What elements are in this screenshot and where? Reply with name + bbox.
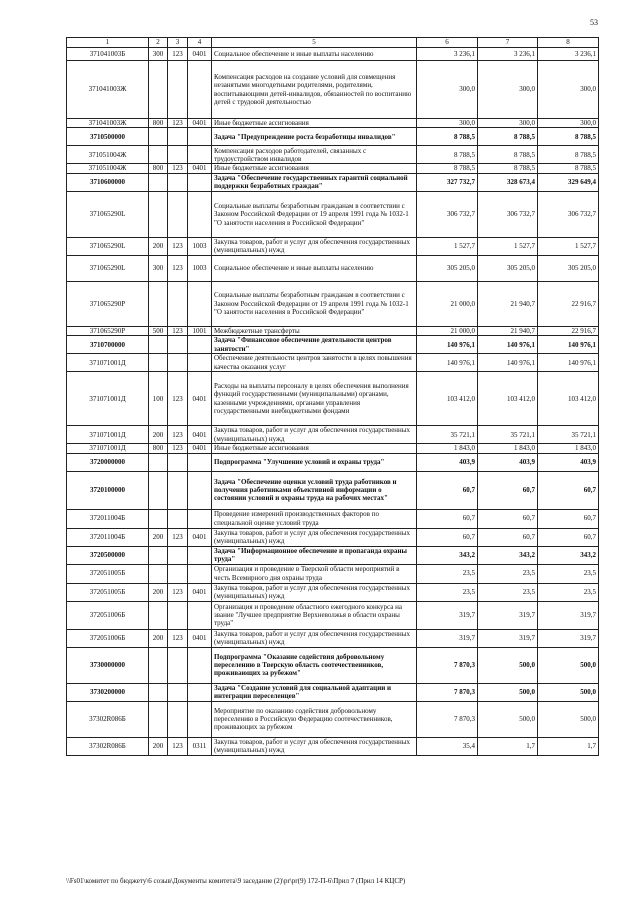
table-row [67, 701, 599, 737]
amount-year3-cell: 23,5 [538, 564, 599, 583]
kvr-cell: 500 [149, 326, 168, 335]
rzpr-cell: 0401 [188, 164, 212, 173]
amount-year2-cell: 8 788,5 [478, 146, 538, 164]
rzpr-cell [188, 146, 212, 164]
table-row [67, 354, 599, 372]
amount-year1-cell: 7 870,3 [417, 701, 478, 737]
code-cell: 371041003Б [67, 48, 149, 61]
table-row [67, 471, 599, 509]
table-body [67, 38, 599, 756]
col-header: 7 [478, 38, 538, 48]
kvr-cell: 100 [149, 372, 168, 426]
amount-year1-cell: 8 788,5 [417, 164, 478, 173]
ved-cell: 123 [168, 119, 188, 128]
description-cell: Закупка товаров, работ и услуг для обеспечения государственных (муниципальных) нужд [212, 237, 417, 255]
kvr-cell [149, 336, 168, 354]
ved-cell [168, 647, 188, 683]
code-cell: 372051005Б [67, 564, 149, 583]
kvr-cell: 200 [149, 583, 168, 601]
amount-year3-cell: 403,9 [538, 453, 599, 471]
amount-year1-cell: 7 870,3 [417, 647, 478, 683]
table-row [67, 326, 599, 335]
amount-year2-cell: 319,7 [478, 629, 538, 647]
description-cell: Иные бюджетные ассигнования [212, 164, 417, 173]
ved-cell [168, 564, 188, 583]
amount-year1-cell: 35,4 [417, 737, 478, 755]
amount-year2-cell: 1,7 [478, 737, 538, 755]
kvr-cell [149, 647, 168, 683]
code-cell: 3730000000 [67, 647, 149, 683]
code-cell: 3710700000 [67, 336, 149, 354]
code-cell: 371051004Ж [67, 146, 149, 164]
ved-cell: 123 [168, 164, 188, 173]
code-cell: 371051004Ж [67, 164, 149, 173]
table-row [67, 453, 599, 471]
amount-year1-cell: 403,9 [417, 453, 478, 471]
kvr-cell: 200 [149, 426, 168, 444]
rzpr-cell: 0401 [188, 119, 212, 128]
rzpr-cell [188, 453, 212, 471]
description-cell: Задача "Финансовое обеспечение деятельности центров занятости" [212, 336, 417, 354]
kvr-cell [149, 564, 168, 583]
ved-cell [168, 191, 188, 237]
amount-year3-cell: 140 976,1 [538, 336, 599, 354]
ved-cell [168, 281, 188, 326]
table-row [67, 583, 599, 601]
description-cell: Социальные выплаты безработным гражданам в соответствии с Законом Российской Федерации от 19 апреля 1991 года № 1032-1 "О занятости населения в Российской Федерации" [212, 281, 417, 326]
amount-year2-cell: 3 236,1 [478, 48, 538, 61]
kvr-cell [149, 281, 168, 326]
rzpr-cell: 0401 [188, 528, 212, 546]
ved-cell: 123 [168, 372, 188, 426]
amount-year3-cell: 500,0 [538, 701, 599, 737]
amount-year1-cell: 306 732,7 [417, 191, 478, 237]
description-cell: Закупка товаров, работ и услуг для обеспечения государственных (муниципальных) нужд [212, 528, 417, 546]
description-cell: Задача "Обеспечение оценки условий труда работников и получения работниками объективной информации о состоянии условий и охраны труда на рабочих местах" [212, 471, 417, 509]
amount-year3-cell: 22 916,7 [538, 281, 599, 326]
amount-year1-cell: 140 976,1 [417, 336, 478, 354]
description-cell: Обеспечение деятельности центров занятости в целях повышения качества оказания услуг [212, 354, 417, 372]
amount-year2-cell: 300,0 [478, 119, 538, 128]
code-cell: 372051006Б [67, 601, 149, 629]
rzpr-cell [188, 509, 212, 528]
code-cell: 371071001Д [67, 354, 149, 372]
code-cell: 3730200000 [67, 683, 149, 701]
kvr-cell: 200 [149, 237, 168, 255]
amount-year3-cell: 60,7 [538, 528, 599, 546]
amount-year2-cell: 1 843,0 [478, 444, 538, 453]
amount-year2-cell: 403,9 [478, 453, 538, 471]
description-cell: Межбюджетные трансферты [212, 326, 417, 335]
kvr-cell [149, 546, 168, 564]
description-cell: Расходы на выплаты персоналу в целях обеспечения выполнения функций государственными (муниципальными) органами, казенными учреждениями, органами управления государственными внебюджетными фондами [212, 372, 417, 426]
amount-year1-cell: 7 870,3 [417, 683, 478, 701]
rzpr-cell [188, 601, 212, 629]
amount-year2-cell: 328 673,4 [478, 173, 538, 191]
rzpr-cell [188, 354, 212, 372]
ved-cell: 123 [168, 237, 188, 255]
amount-year3-cell: 103 412,0 [538, 372, 599, 426]
amount-year1-cell: 1 527,7 [417, 237, 478, 255]
code-cell: 371041003Ж [67, 119, 149, 128]
description-cell: Компенсация расходов на создание условий для совмещения незанятыми многодетными родителями, родителями, воспитывающими детей-инвалидов, обязанностей по воспитанию детей с трудовой деятельностью [212, 61, 417, 119]
amount-year3-cell: 500,0 [538, 683, 599, 701]
amount-year3-cell: 305 205,0 [538, 255, 599, 281]
column-number-row [67, 38, 599, 48]
code-cell: 371065290L [67, 191, 149, 237]
amount-year1-cell: 8 788,5 [417, 146, 478, 164]
rzpr-cell: 0311 [188, 737, 212, 755]
amount-year2-cell: 8 788,5 [478, 164, 538, 173]
amount-year3-cell: 8 788,5 [538, 146, 599, 164]
kvr-cell [149, 128, 168, 146]
rzpr-cell: 0401 [188, 583, 212, 601]
description-cell: Задача "Информационное обеспечение и пропаганда охраны труда" [212, 546, 417, 564]
description-cell: Проведение измерений производственных факторов по специальной оценке условий труда [212, 509, 417, 528]
amount-year2-cell: 60,7 [478, 509, 538, 528]
code-cell: 371071001Д [67, 372, 149, 426]
amount-year1-cell: 300,0 [417, 61, 478, 119]
ved-cell: 123 [168, 583, 188, 601]
amount-year1-cell: 103 412,0 [417, 372, 478, 426]
rzpr-cell [188, 701, 212, 737]
table-row [67, 564, 599, 583]
amount-year2-cell: 319,7 [478, 601, 538, 629]
table-row [67, 601, 599, 629]
table-row [67, 237, 599, 255]
kvr-cell [149, 191, 168, 237]
amount-year3-cell: 1 527,7 [538, 237, 599, 255]
description-cell: Задача "Обеспечение государственных гарантий социальной поддержки безработных граждан" [212, 173, 417, 191]
code-cell: 37302R086Б [67, 737, 149, 755]
amount-year1-cell: 23,5 [417, 564, 478, 583]
table-row [67, 647, 599, 683]
amount-year3-cell: 1 843,0 [538, 444, 599, 453]
col-header: 3 [168, 38, 188, 48]
amount-year3-cell: 300,0 [538, 119, 599, 128]
kvr-cell [149, 683, 168, 701]
table-row [67, 48, 599, 61]
amount-year1-cell: 300,0 [417, 119, 478, 128]
ved-cell: 123 [168, 426, 188, 444]
amount-year1-cell: 1 843,0 [417, 444, 478, 453]
amount-year3-cell: 60,7 [538, 471, 599, 509]
amount-year1-cell: 140 976,1 [417, 354, 478, 372]
amount-year1-cell: 3 236,1 [417, 48, 478, 61]
rzpr-cell: 1003 [188, 255, 212, 281]
table-row [67, 737, 599, 755]
amount-year3-cell: 8 788,5 [538, 128, 599, 146]
code-cell: 372011004Б [67, 509, 149, 528]
rzpr-cell: 1001 [188, 326, 212, 335]
amount-year2-cell: 343,2 [478, 546, 538, 564]
rzpr-cell [188, 683, 212, 701]
amount-year3-cell: 306 732,7 [538, 191, 599, 237]
ved-cell [168, 509, 188, 528]
amount-year3-cell: 500,0 [538, 647, 599, 683]
code-cell: 3720000000 [67, 453, 149, 471]
rzpr-cell: 1003 [188, 237, 212, 255]
table-row [67, 61, 599, 119]
table-row [67, 336, 599, 354]
page-number: 53 [590, 18, 598, 27]
table-row [67, 119, 599, 128]
ved-cell: 123 [168, 528, 188, 546]
code-cell: 371071001Д [67, 444, 149, 453]
table-row [67, 509, 599, 528]
description-cell: Закупка товаров, работ и услуг для обеспечения государственных (муниципальных) нужд [212, 583, 417, 601]
rzpr-cell [188, 61, 212, 119]
code-cell: 371071001Д [67, 426, 149, 444]
code-cell: 372051006Б [67, 629, 149, 647]
kvr-cell [149, 354, 168, 372]
amount-year1-cell: 319,7 [417, 601, 478, 629]
amount-year1-cell: 343,2 [417, 546, 478, 564]
amount-year2-cell: 60,7 [478, 528, 538, 546]
file-path-footer: \\Fs01\комитет по бюджету\6 созыв\Документы комитета\9 заседание (2)\pr\pr(9) 172-П-6\Прил 7 (Прил 14 КЦСР) [66, 877, 406, 885]
description-cell: Задача "Предупреждение роста безработицы инвалидов" [212, 128, 417, 146]
rzpr-cell [188, 128, 212, 146]
rzpr-cell [188, 546, 212, 564]
ved-cell: 123 [168, 629, 188, 647]
ved-cell [168, 173, 188, 191]
amount-year1-cell: 21 000,0 [417, 281, 478, 326]
kvr-cell: 200 [149, 528, 168, 546]
amount-year1-cell: 60,7 [417, 528, 478, 546]
description-cell: Закупка товаров, работ и услуг для обеспечения государственных (муниципальных) нужд [212, 629, 417, 647]
kvr-cell [149, 453, 168, 471]
description-cell: Мероприятие по оказанию содействия добровольному переселению в Российскую Федерацию соотечественников, проживающих за рубежом [212, 701, 417, 737]
table-row [67, 546, 599, 564]
ved-cell [168, 128, 188, 146]
code-cell: 3710500000 [67, 128, 149, 146]
table-row [67, 683, 599, 701]
amount-year3-cell: 343,2 [538, 546, 599, 564]
amount-year3-cell: 1,7 [538, 737, 599, 755]
code-cell: 37302R086Б [67, 701, 149, 737]
amount-year2-cell: 103 412,0 [478, 372, 538, 426]
kvr-cell [149, 61, 168, 119]
table-row [67, 444, 599, 453]
table-row [67, 191, 599, 237]
ved-cell [168, 453, 188, 471]
amount-year1-cell: 327 732,7 [417, 173, 478, 191]
description-cell: Организация и проведение областного ежегодного конкурса на звание "Лучшее предприятие Верхневолжья в области охраны труда" [212, 601, 417, 629]
amount-year2-cell: 35 721,1 [478, 426, 538, 444]
amount-year3-cell: 329 649,4 [538, 173, 599, 191]
ved-cell: 123 [168, 48, 188, 61]
rzpr-cell [188, 564, 212, 583]
ved-cell: 123 [168, 444, 188, 453]
rzpr-cell [188, 336, 212, 354]
col-header: 1 [67, 38, 149, 48]
ved-cell [168, 601, 188, 629]
table-row [67, 372, 599, 426]
amount-year3-cell: 23,5 [538, 583, 599, 601]
ved-cell [168, 146, 188, 164]
description-cell: Социальное обеспечение и иные выплаты населению [212, 255, 417, 281]
amount-year3-cell: 3 236,1 [538, 48, 599, 61]
amount-year1-cell: 21 000,0 [417, 326, 478, 335]
amount-year3-cell: 35 721,1 [538, 426, 599, 444]
table-row [67, 173, 599, 191]
description-cell: Закупка товаров, работ и услуг для обеспечения государственных (муниципальных) нужд [212, 737, 417, 755]
amount-year2-cell: 306 732,7 [478, 191, 538, 237]
col-header: 5 [212, 38, 417, 48]
rzpr-cell [188, 647, 212, 683]
amount-year3-cell: 319,7 [538, 629, 599, 647]
code-cell: 371065290L [67, 255, 149, 281]
rzpr-cell: 0401 [188, 48, 212, 61]
code-cell: 3720500000 [67, 546, 149, 564]
amount-year1-cell: 60,7 [417, 509, 478, 528]
amount-year2-cell: 1 527,7 [478, 237, 538, 255]
code-cell: 371065290Р [67, 281, 149, 326]
col-header: 2 [149, 38, 168, 48]
kvr-cell [149, 146, 168, 164]
rzpr-cell: 0401 [188, 426, 212, 444]
code-cell: 371041003Ж [67, 61, 149, 119]
kvr-cell [149, 173, 168, 191]
amount-year1-cell: 35 721,1 [417, 426, 478, 444]
amount-year3-cell: 8 788,5 [538, 164, 599, 173]
amount-year1-cell: 8 788,5 [417, 128, 478, 146]
col-header: 8 [538, 38, 599, 48]
table-row [67, 426, 599, 444]
rzpr-cell: 0401 [188, 444, 212, 453]
ved-cell: 123 [168, 326, 188, 335]
kvr-cell: 200 [149, 629, 168, 647]
code-cell: 372051005Б [67, 583, 149, 601]
code-cell: 3710600000 [67, 173, 149, 191]
amount-year1-cell: 319,7 [417, 629, 478, 647]
amount-year2-cell: 500,0 [478, 701, 538, 737]
amount-year2-cell: 60,7 [478, 471, 538, 509]
kvr-cell [149, 471, 168, 509]
ved-cell [168, 471, 188, 509]
table-row [67, 146, 599, 164]
code-cell: 3720100000 [67, 471, 149, 509]
amount-year2-cell: 23,5 [478, 583, 538, 601]
description-cell: Подпрограмма "Оказание содействия добровольному переселению в Тверскую область соотечественников, проживающих за рубежом" [212, 647, 417, 683]
kvr-cell: 200 [149, 737, 168, 755]
code-cell: 371065290L [67, 237, 149, 255]
kvr-cell [149, 601, 168, 629]
ved-cell: 123 [168, 255, 188, 281]
amount-year2-cell: 8 788,5 [478, 128, 538, 146]
kvr-cell: 800 [149, 444, 168, 453]
ved-cell [168, 546, 188, 564]
amount-year3-cell: 300,0 [538, 61, 599, 119]
rzpr-cell [188, 281, 212, 326]
code-cell: 371065290Р [67, 326, 149, 335]
kvr-cell: 300 [149, 48, 168, 61]
budget-table [66, 37, 599, 756]
amount-year2-cell: 500,0 [478, 647, 538, 683]
kvr-cell [149, 701, 168, 737]
amount-year1-cell: 60,7 [417, 471, 478, 509]
ved-cell [168, 336, 188, 354]
description-cell: Иные бюджетные ассигнования [212, 444, 417, 453]
ved-cell: 123 [168, 737, 188, 755]
col-header: 6 [417, 38, 478, 48]
amount-year2-cell: 500,0 [478, 683, 538, 701]
amount-year2-cell: 305 205,0 [478, 255, 538, 281]
rzpr-cell [188, 191, 212, 237]
amount-year1-cell: 23,5 [417, 583, 478, 601]
amount-year2-cell: 140 976,1 [478, 336, 538, 354]
kvr-cell: 800 [149, 119, 168, 128]
description-cell: Закупка товаров, работ и услуг для обеспечения государственных (муниципальных) нужд [212, 426, 417, 444]
rzpr-cell [188, 173, 212, 191]
description-cell: Компенсация расходов работодателей, связанных с трудоустройством инвалидов [212, 146, 417, 164]
ved-cell [168, 61, 188, 119]
code-cell: 372011004Б [67, 528, 149, 546]
amount-year3-cell: 319,7 [538, 601, 599, 629]
amount-year2-cell: 300,0 [478, 61, 538, 119]
kvr-cell [149, 509, 168, 528]
kvr-cell: 800 [149, 164, 168, 173]
kvr-cell: 300 [149, 255, 168, 281]
table-row [67, 255, 599, 281]
amount-year1-cell: 305 205,0 [417, 255, 478, 281]
table-row [67, 164, 599, 173]
amount-year2-cell: 140 976,1 [478, 354, 538, 372]
ved-cell [168, 683, 188, 701]
table-row [67, 128, 599, 146]
col-header: 4 [188, 38, 212, 48]
description-cell: Задача "Создание условий для социальной адаптации и интеграции переселенцев" [212, 683, 417, 701]
amount-year2-cell: 21 940,7 [478, 281, 538, 326]
description-cell: Иные бюджетные ассигнования [212, 119, 417, 128]
table-row [67, 528, 599, 546]
description-cell: Подпрограмма "Улучшение условий и охраны труда" [212, 453, 417, 471]
rzpr-cell: 0401 [188, 372, 212, 426]
rzpr-cell [188, 471, 212, 509]
amount-year2-cell: 21 940,7 [478, 326, 538, 335]
ved-cell [168, 701, 188, 737]
ved-cell [168, 354, 188, 372]
table-row [67, 629, 599, 647]
amount-year2-cell: 23,5 [478, 564, 538, 583]
rzpr-cell: 0401 [188, 629, 212, 647]
amount-year3-cell: 140 976,1 [538, 354, 599, 372]
description-cell: Социальное обеспечение и иные выплаты населению [212, 48, 417, 61]
description-cell: Организация и проведение в Тверской области мероприятий в честь Всемирного дня охраны труда [212, 564, 417, 583]
amount-year3-cell: 22 916,7 [538, 326, 599, 335]
description-cell: Социальные выплаты безработным гражданам в соответствии с Законом Российской Федерации от 19 апреля 1991 года № 1032-1 "О занятости населения в Российской Федерации" [212, 191, 417, 237]
amount-year3-cell: 60,7 [538, 509, 599, 528]
table-row [67, 281, 599, 326]
